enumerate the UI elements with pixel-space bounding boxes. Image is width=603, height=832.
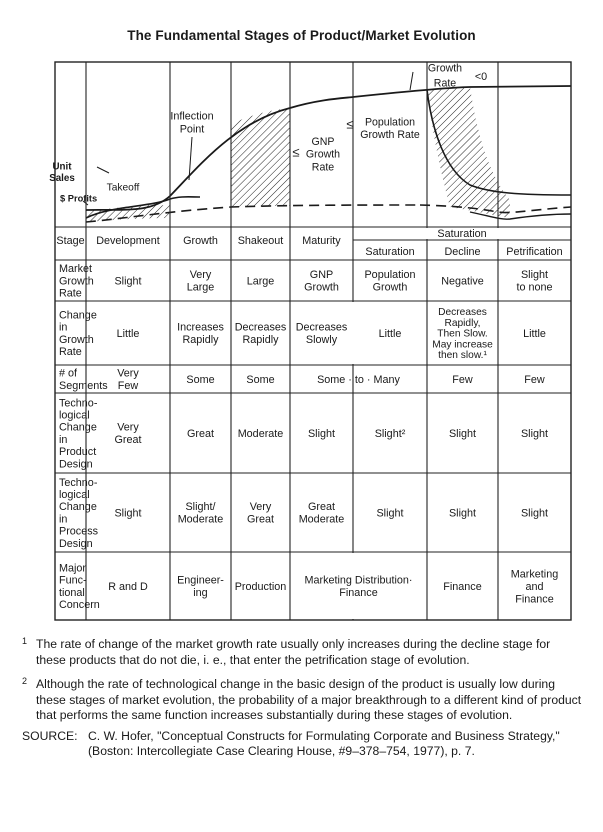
- table-cell: Slight: [376, 507, 404, 520]
- table-cell: Slight: [307, 427, 336, 440]
- table-cell: Negative: [441, 275, 484, 288]
- stage-petrification: Petrification: [506, 245, 563, 258]
- takeoff-label: Takeoff: [106, 182, 140, 194]
- footnote-1-mark: 1: [22, 636, 28, 646]
- table-cell: Population Growth: [364, 269, 416, 294]
- table-cell: Little: [378, 327, 402, 340]
- page-title: The Fundamental Stages of Product/Market Evolution: [127, 28, 476, 43]
- table-cell: Very Great: [246, 501, 275, 526]
- table-cell: Slight: [520, 507, 549, 520]
- footnote-2-mark: 2: [22, 676, 28, 686]
- table-cell: Decreases Rapidly: [234, 321, 287, 347]
- unit-sales-label: Unit Sales: [49, 161, 75, 185]
- profits-label: $ Profits: [60, 193, 98, 204]
- table-cell: Little: [523, 327, 546, 340]
- row-label-4: Techno-logical Change in Process Design: [59, 476, 99, 550]
- unit-sales-pointer: [97, 167, 109, 173]
- table-cell: Increases Rapidly: [177, 321, 224, 347]
- footnote-2-text: Although the rate of technological change in the basic design of the product is usually low during these stages of market evolution, the probability of a major breakthrough to a different kind of product that performs the same function increases substantially during these stages of evolution.: [36, 677, 582, 722]
- table-cell: Production: [234, 580, 287, 593]
- shakeout-hatch: [231, 108, 290, 207]
- population-leq-mark: ≤: [346, 116, 354, 132]
- population-growth-label: Population Growth Rate: [360, 116, 420, 142]
- table-cell: Large: [246, 275, 275, 288]
- table-cell: Some · to · Many: [317, 373, 400, 386]
- table-cell: Slight: [448, 427, 477, 440]
- table-cell: Little: [116, 327, 140, 340]
- table-cell: GNP Growth: [304, 269, 339, 294]
- stage-header: Stage: [56, 234, 85, 247]
- table-cell: R and D: [108, 580, 148, 593]
- table-cell: Some: [246, 373, 275, 386]
- table-cell: Slight: [448, 507, 477, 520]
- footnote-1: [22, 637, 582, 668]
- source-text: C. W. Hofer, "Conceptual Constructs for Formulating Corporate and Business Strategy," (Boston: Intercollegiate Case Clearing House, #9–378–754, 1977), p. 7.: [88, 728, 560, 758]
- table-cell: Slight: [520, 427, 549, 440]
- source-citation: [22, 729, 582, 760]
- row-label-3: Techno-logical Change in Product Design: [59, 397, 98, 471]
- footnote-1-text: The rate of change of the market growth rate usually only increases during the decline stage for these products that do not die, i. e., that enter the petrification stage of evolution.: [36, 637, 551, 667]
- stage-saturation: Saturation: [365, 245, 415, 258]
- gnp-leq-mark: ≤: [292, 144, 300, 160]
- table-cell: Decreases Slowly: [295, 321, 348, 347]
- table-cell: Very Few: [117, 367, 139, 393]
- inflection-point-label: Inflection Point: [170, 110, 214, 136]
- growth-rate-lt0: <0: [474, 70, 488, 83]
- source-label: SOURCE:: [22, 728, 78, 743]
- table-cell: Marketing and Finance: [510, 568, 559, 606]
- table-cell: Few: [452, 373, 473, 386]
- table-cell: Slight: [114, 507, 142, 520]
- growth-rate-pointer: [410, 72, 413, 90]
- gnp-growth-label: GNP Growth Rate: [305, 136, 341, 174]
- row-label-0: Market Growth Rate: [59, 263, 94, 300]
- table-cell: Slight: [114, 275, 142, 288]
- saturation-group-header: Saturation: [437, 227, 487, 240]
- stage-decline: Decline: [444, 245, 481, 258]
- growth-rate-label-2: Rate: [433, 77, 457, 90]
- table-cell: Marketing Distribution· Finance: [304, 574, 413, 600]
- table-cell: Slight/ Moderate: [177, 501, 224, 526]
- footnotes: [22, 637, 582, 760]
- table-cell: Slight to none: [516, 269, 553, 294]
- table-cell: Decreases Rapidly, Then Slow. May increase then slow.¹: [432, 306, 493, 362]
- table-cell: Great Moderate: [298, 501, 345, 526]
- table-cell: Few: [524, 373, 545, 386]
- stage-shakeout: Shakeout: [237, 234, 284, 247]
- table-cell: Great: [186, 427, 215, 440]
- table-cell: Moderate: [237, 427, 284, 440]
- table-cell: Very Large: [186, 269, 215, 294]
- growth-rate-label: Growth: [427, 62, 463, 75]
- stage-maturity: Maturity: [302, 234, 341, 247]
- table-cell: Finance: [443, 580, 482, 593]
- table-cell: Very Great: [114, 421, 142, 447]
- row-label-1: Change in Growth Rate: [59, 309, 97, 359]
- stage-growth: Growth: [183, 234, 218, 247]
- footnote-2: [22, 677, 582, 724]
- table-cell: Some: [186, 373, 215, 386]
- table-cell: Slight²: [374, 427, 406, 440]
- table-cell: Engineer-ing: [177, 574, 224, 600]
- row-label-5: Major Func-tional Concern: [59, 562, 100, 612]
- row-label-2: # of Segments: [59, 367, 108, 392]
- stage-development: Development: [96, 234, 160, 247]
